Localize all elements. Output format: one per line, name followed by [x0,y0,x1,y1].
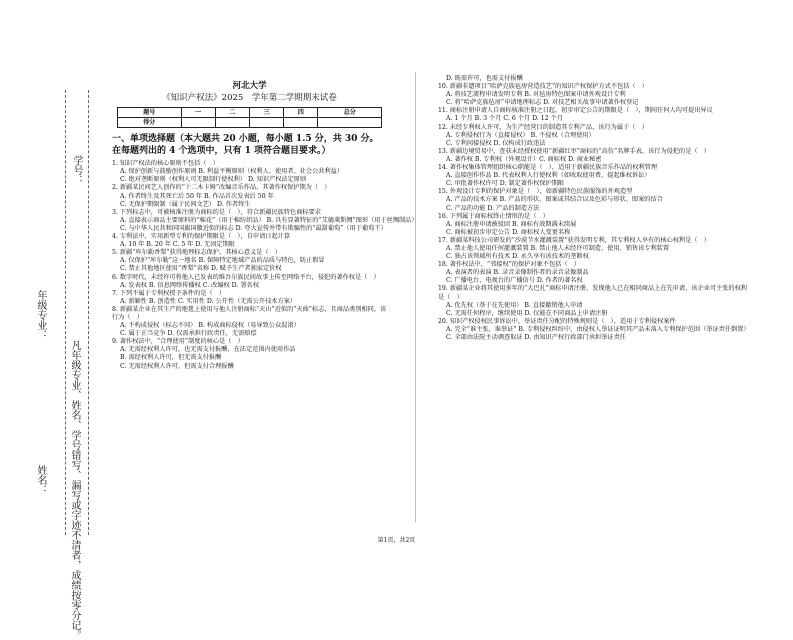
question-option: C. 全部由法院主动调查取证 D. 由知识产权行政部门承担举证责任 [446,334,626,341]
score-row-label: 得分 [118,118,182,128]
question-option: C. 与中华人民共和国国旗国徽近似的标志 D. 夸大宣传并带有欺骗性的“最甜葡萄”（用于葡萄干） [120,224,387,232]
question-option: C. 无需任何程序，继续使用 D. 仅能在不同商品上申请注册 [446,309,608,317]
score-table-header-row [118,108,382,118]
question-stem: 7. 下列不属于专利权授予条件的是（ ） [112,289,226,297]
question-option: A. 仅保护“库尔勒”这一地名 B. 保障特定地域产品的品质与特色，防止假冒 [120,257,325,265]
question-stem: 17. 新疆某科技公司研发的“沙漠节水灌溉装置”获得发明专利，其专利权人享有的核心权利是（ ） [438,236,710,244]
question-stem: 4. 专利法中，实用新型专利的保护期限是（ ），自申请日起计算 [112,233,291,241]
binding-line-outer [65,90,66,535]
question-item [438,107,753,123]
question-stem: 14. 著作权集体管理组织核心职能是（ ），适用于新疆民族音乐作品的权利管理 [438,164,658,172]
name-label: 姓名： [35,465,46,495]
question-option: A. 1 个月 B. 3 个月 C. 6 个月 D. 12 个月 [446,115,563,123]
exam-title: 《知识产权法》2025 学年第二学期期末试卷 [162,93,337,104]
question-stem: 5. 新疆“库尔勒香梨”获得地理标志保护，其核心意义是（ ） [112,249,281,257]
score-table [117,107,382,128]
question-option: C. 将“哈萨克族毡房”申请地理标志 D. 对技艺相关故事申请著作权登记 [446,99,639,107]
question-item [112,233,387,249]
question-option: C. 禁止其他地区使用“香梨”名称 D. 赋予生产者独家定价权 [120,265,282,273]
score-cell: 总分 [318,108,382,118]
question-item [438,213,753,237]
question-option: C. 绝对垄断原则（权利人可无限制行使权利） D. 知识产权法定原则 [120,176,307,184]
question-option: C. 广播电台、电视台的广播信号 D. 作者的著名权 [446,277,583,285]
question-option: A. 著作权 B. 专利权（外观设计）C. 商标权 D. 商业秘密 [446,155,602,163]
question-item [438,83,753,107]
question-option: D. 既需许可，也需支付报酬 [446,75,523,82]
question-option: A. 发表权 B. 信息网络传播权 C. 改编权 D. 署名权 [120,281,259,289]
question-stem: 6. 数字时代，未经许可将他人已发表的维吾尔族民间故事上传至网络平台，侵犯的著作权是（ ） [112,273,380,281]
binding-sidebar [20,80,95,640]
page-footer: 第1页，共2页 [377,537,416,544]
score-cell: 题号 [118,108,182,118]
question-item [112,290,387,306]
question-stem: 11. 商标注册申请人自商标核准注册之日起，初步审定公告的期限是（ ），期间任何人均可提出异议 [438,107,713,115]
left-column [112,81,418,371]
question-option: C. 独占该领域所有技术 D. 永久享有该技术的垄断权 [446,253,589,261]
left-question-list [112,160,418,370]
student-id-label: 学号： [71,155,82,185]
question-item [438,75,753,83]
score-cell: 四 [284,108,318,118]
question-option: C. 无需经权利人许可，但需支付合理报酬 [120,362,234,370]
question-item [438,237,753,261]
score-blank[interactable] [249,118,283,128]
score-blank[interactable] [284,118,318,128]
question-stem: 19. 新疆某企业将其使用多年的“大巴扎”商标申请注册，发现他人已在相同商品上在先申请，该企业可主张的权利是（ ） [438,285,747,301]
score-cell: 一 [181,108,215,118]
question-stem: 9. 著作权法中，“合理使用”制度的核心是（ ） [112,338,244,346]
question-option: A. 产品的技术方案 B. 产品的形状、图案或其结合以及色彩与形状、图案的结合 [446,196,663,204]
question-option: A. 专利侵权行为（直接侵权） B. 不侵权（合理使用） [446,131,595,139]
question-option: A. 直接表示商品主要原料的“棉花”（用于棉纺织品） B. 具有显著特征的“艾德莱斯绸”图形（用于丝绸制品） [120,216,418,224]
question-item [438,148,753,164]
question-item [112,208,418,233]
question-option: A. 完全“谁主张，谁举证” B. 专利侵权纠纷中，由侵权人举证证明其产品未落入专利保护范围（举证责任倒置） [446,325,750,333]
question-stem: 12. 未经专利权人许可，为生产经营目的制造其专利产品，该行为属于（ ） [438,123,648,131]
question-stem: 15. 外观设计专利的保护对象是（ ），如新疆特色民族服饰的外观造型 [438,188,633,196]
question-option: A. 10 年 B. 20 年 C. 5 年 D. 无固定期限 [120,241,235,249]
question-stem: 13. 新疆边境贸易中，查获未经授权使用“新疆红枣”商标的“高仿”名牌手表，该行为侵犯的是（ ） [438,147,710,155]
question-option: A. 直接创作作品 B. 代表权利人行使权利（如收取使用费、提起维权诉讼） [446,172,651,180]
question-stem: 18. 著作权法中，“邻接权”的保护对象不包括（ ） [438,261,580,269]
question-option: C. 商标被初步审定公告 D. 商标权人变更名称 [446,228,571,236]
column-divider [415,72,416,522]
section-heading: 一、单项选择题（本大题共 20 小题，每小题 1.5 分，共 30 分。在每题列出的 4 个选项中，只有 1 项符合题目要求。） [112,134,379,157]
score-cell: 三 [249,108,283,118]
question-stem: 10. 新疆非遗项目“哈萨克族毡房营造技艺”的知识产权保护方式不包括（ ） [438,83,648,91]
right-question-list [438,75,753,342]
question-item [112,249,387,273]
sidebar-notice: 凡年级专业、姓名、学号错写、漏写或字迹不清者，成绩按零分记。 [69,340,80,640]
score-blank[interactable] [215,118,249,128]
question-option: A. 商标注册申请被驳回 B. 商标有效期满未续展 [446,220,577,228]
question-option: C. 属于正当竞争 D. 仅需承担行政责任，无需赔偿 [120,330,257,338]
binding-line-inner [88,90,89,535]
question-option: A. 优先权（基于在先使用） B. 直接撤销他人申请 [446,301,583,309]
major-label: 年级专业： [35,290,46,340]
question-item [438,164,753,188]
question-item [112,274,387,290]
question-stem: 8. 新疆某企业在其生产的地毯上使用与他人注册商标“天山”近似的“天曲”标志，且商品类别相同，该行为（ ） [112,305,387,321]
question-stem: 16. 下列属于商标权终止情形的是（ ） [438,212,549,220]
question-item [438,261,753,285]
question-option: C. 无保护期限制（属于民间文艺） D. 作者终生 [120,200,251,208]
right-column [438,75,753,342]
question-option: A. 无需经权利人许可，也无需支付报酬，在法定范围内使用作品 [120,346,296,354]
question-stem: 20. 知识产权侵权民事诉讼中，举证责任分配的特殊规则是（ ），适用于专利侵权案件 [438,317,676,325]
question-option: A. 保护创新与鼓励创作原则 B. 利益平衡原则（权利人、使用者、社会公共利益） [120,168,344,176]
school-name: 河北大学 [232,81,267,91]
score-blank[interactable] [318,118,382,128]
question-option: A. 不构成侵权（标志不同） B. 构成商标侵权（易导致公众混淆） [120,322,300,330]
question-item [112,184,387,208]
question-item [438,124,753,148]
question-option: A. 将技艺流程申请发明专利 B. 对毡房特色图案申请外观设计专利 [446,91,626,99]
question-item [438,318,753,342]
score-blank[interactable] [181,118,215,128]
question-item [438,285,753,317]
question-option: A. 表演者的表演 B. 录音录像制作者的录音录像制品 [446,269,589,277]
question-option: B. 需经权利人许可，但无需支付报酬 [120,354,222,362]
question-item [112,306,387,338]
question-stem: 1. 知识产权法的核心原则不包括（ ） [112,160,219,168]
score-cell: 二 [215,108,249,118]
question-item [112,160,387,184]
question-option: A. 禁止他人使用任何灌溉装置 B. 禁止他人未经许可制造、使用、销售该专利装置 [446,244,670,252]
question-stem: 3. 下列标志中，可被核准注册为商标的是（ ），符合新疆民族特色商标要求 [112,208,321,216]
question-stem: 2. 新疆某民间艺人创作的“十二木卡姆”改编音乐作品，其著作权保护期为（ ） [112,184,331,192]
question-option: C. 产品的功能 D. 产品的制造方法 [446,204,540,212]
question-option: A. 新颖性 B. 创造性 C. 实用性 D. 公开性（无需公开技术方案） [120,297,297,305]
question-option: A. 作者终生及其死亡后 50 年 B. 作品首次发表后 50 年 [120,192,274,200]
score-table-score-row [118,118,382,128]
question-item [438,188,753,212]
question-item [112,338,387,370]
question-option: C. 专利间接侵权 D. 仅构成行政违法 [446,139,546,147]
question-option: C. 审批著作权许可 D. 制定著作权保护期限 [446,180,565,188]
